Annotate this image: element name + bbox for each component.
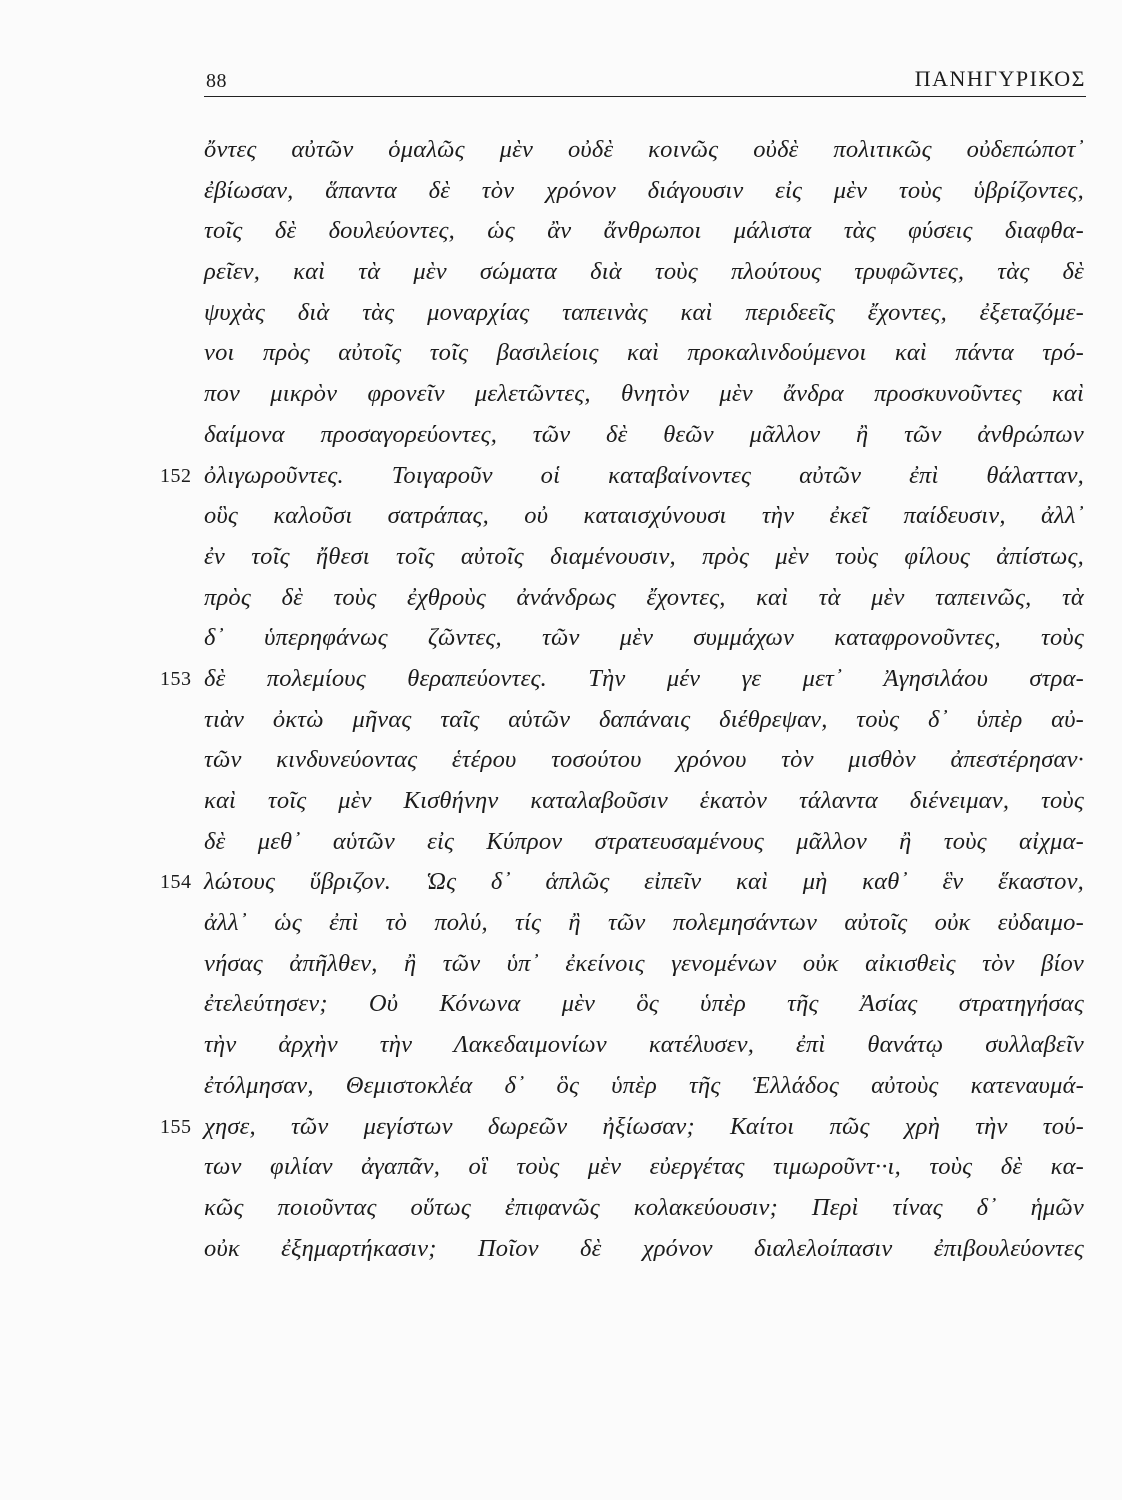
text-line <box>204 618 1084 659</box>
text-line <box>204 537 1084 578</box>
text-line <box>204 1147 1084 1188</box>
text-line <box>204 293 1084 334</box>
text-line <box>204 211 1084 252</box>
line-text: καὶ τοῖς μὲν Κισθήνην καταλαβοῦσιν ἑκατὸν τάλαντα διένειμαν, τοὺς <box>204 787 1084 814</box>
section-number: 152 <box>160 464 192 487</box>
text-line <box>204 130 1084 171</box>
text-line <box>204 984 1084 1025</box>
text-line <box>160 659 1084 700</box>
text-line <box>204 333 1084 374</box>
text-line <box>204 415 1084 456</box>
text-line <box>204 781 1084 822</box>
running-head: ΠΑΝΗΓΥΡΙΚΟΣ <box>914 66 1086 91</box>
line-text: δὲ πολεμίους θεραπεύοντες. Τὴν μέν γε μετ᾽ Ἀγησιλάου στρα- <box>204 664 1084 692</box>
line-text: δ᾽ ὑπερηφάνως ζῶντες, τῶν μὲν συμμάχων καταφρονοῦντες, τοὺς <box>204 624 1084 652</box>
line-text: ὄντες αὐτῶν ὁμαλῶς μὲν οὐδὲ κοινῶς οὐδὲ πολιτικῶς οὐδεπώποτ᾽ <box>204 136 1084 163</box>
text-line <box>160 456 1084 497</box>
section-number: 153 <box>160 667 192 690</box>
text-line <box>204 700 1084 741</box>
text-line <box>160 1107 1084 1148</box>
line-text: δαίμονα προσαγορεύοντες, τῶν δὲ θεῶν μᾶλλον ἢ τῶν ἀνθρώπων <box>204 420 1084 448</box>
line-text: οὐκ ἐξημαρτήκασιν; Ποῖον δὲ χρόνον διαλελοίπασιν ἐπιβουλεύοντες <box>204 1234 1084 1262</box>
text-line <box>204 496 1084 537</box>
text-line <box>204 1066 1084 1107</box>
line-text: κῶς ποιοῦντας οὕτως ἐπιφανῶς κολακεύουσιν; Περὶ τίνας δ᾽ ἡμῶν <box>204 1193 1084 1221</box>
line-text: ἐν τοῖς ἤθεσι τοῖς αὐτοῖς διαμένουσιν, πρὸς μὲν τοὺς φίλους ἀπίστως, <box>204 542 1084 570</box>
line-text: ρεῖεν, καὶ τὰ μὲν σώματα διὰ τοὺς πλούτους τρυφῶντες, τὰς δὲ <box>204 258 1084 286</box>
text-line <box>204 1188 1084 1229</box>
body-text <box>160 130 1084 1269</box>
line-text: ἐβίωσαν, ἅπαντα δὲ τὸν χρόνον διάγουσιν εἰς μὲν τοὺς ὑβρίζοντες, <box>204 176 1084 204</box>
line-text: οὓς καλοῦσι σατράπας, οὐ καταισχύνουσι τὴν ἐκεῖ παίδευσιν, ἀλλ᾽ <box>204 502 1084 530</box>
line-text: ἀλλ᾽ ὡς ἐπὶ τὸ πολύ, τίς ἢ τῶν πολεμησάντων αὐτοῖς οὐκ εὐδαιμο- <box>204 909 1084 937</box>
line-text: ὀλιγωροῦντες. Τοιγαροῦν οἱ καταβαίνοντες αὐτῶν ἐπὶ θάλατταν, <box>204 461 1084 489</box>
text-line <box>204 374 1084 415</box>
line-text: λώτους ὕβριζον. Ὡς δ᾽ ἁπλῶς εἰπεῖν καὶ μὴ καθ᾽ ἓν ἕκαστον, <box>204 868 1084 896</box>
section-number: 155 <box>160 1115 192 1138</box>
line-text: τοῖς δὲ δουλεύοντες, ὡς ἂν ἄνθρωποι μάλιστα τὰς φύσεις διαφθα- <box>204 217 1084 245</box>
line-text: χησε, τῶν μεγίστων δωρεῶν ἠξίωσαν; Καίτοι πῶς χρὴ τὴν τού- <box>204 1112 1084 1140</box>
header-rule <box>204 96 1086 97</box>
page-number: 88 <box>206 70 227 92</box>
line-text: των φιλίαν ἀγαπᾶν, οἳ τοὺς μὲν εὐεργέτας τιμωροῦντ··ι, τοὺς δὲ κα- <box>204 1153 1084 1181</box>
section-number: 154 <box>160 871 192 894</box>
text-line <box>160 862 1084 903</box>
line-text: ἐτελεύτησεν; Οὐ Κόνωνα μὲν ὃς ὑπὲρ τῆς Ἀσίας στρατηγήσας <box>204 990 1084 1018</box>
text-line <box>204 822 1084 863</box>
line-text: νήσας ἀπῆλθεν, ἢ τῶν ὑπ᾽ ἐκείνοις γενομένων οὐκ αἰκισθεὶς τὸν βίον <box>204 949 1084 977</box>
line-text: τιὰν ὀκτὼ μῆνας ταῖς αὑτῶν δαπάναις διέθρεψαν, τοὺς δ᾽ ὑπὲρ αὐ- <box>204 705 1084 733</box>
text-line <box>204 1025 1084 1066</box>
text-line <box>204 1229 1084 1270</box>
line-text: ψυχὰς διὰ τὰς μοναρχίας ταπεινὰς καὶ περιδεεῖς ἔχοντες, ἐξεταζόμε- <box>204 298 1084 326</box>
text-line <box>204 944 1084 985</box>
text-line <box>204 740 1084 781</box>
line-text: τῶν κινδυνεύοντας ἑτέρου τοσούτου χρόνου τὸν μισθὸν ἀπεστέρησαν· <box>204 746 1084 774</box>
text-line <box>204 171 1084 212</box>
line-text: δὲ μεθ᾽ αὑτῶν εἰς Κύπρον στρατευσαμένους μᾶλλον ἢ τοὺς αἰχμα- <box>204 827 1084 855</box>
text-line <box>204 578 1084 619</box>
text-line <box>204 252 1084 293</box>
line-text: πον μικρὸν φρονεῖν μελετῶντες, θνητὸν μὲν ἄνδρα προσκυνοῦντες καὶ <box>204 380 1084 408</box>
line-text: πρὸς δὲ τοὺς ἐχθροὺς ἀνάνδρως ἔχοντες, καὶ τὰ μὲν ταπεινῶς, τὰ <box>204 583 1084 611</box>
line-text: ἐτόλμησαν, Θεμιστοκλέα δ᾽ ὃς ὑπὲρ τῆς Ἑλλάδος αὐτοὺς κατεναυμά- <box>204 1071 1084 1099</box>
text-line <box>204 903 1084 944</box>
line-text: νοι πρὸς αὐτοῖς τοῖς βασιλείοις καὶ προκαλινδούμενοι καὶ πάντα τρό- <box>204 339 1084 367</box>
line-text: τὴν ἀρχὴν τὴν Λακεδαιμονίων κατέλυσεν, ἐπὶ θανάτῳ συλλαβεῖν <box>204 1031 1084 1059</box>
